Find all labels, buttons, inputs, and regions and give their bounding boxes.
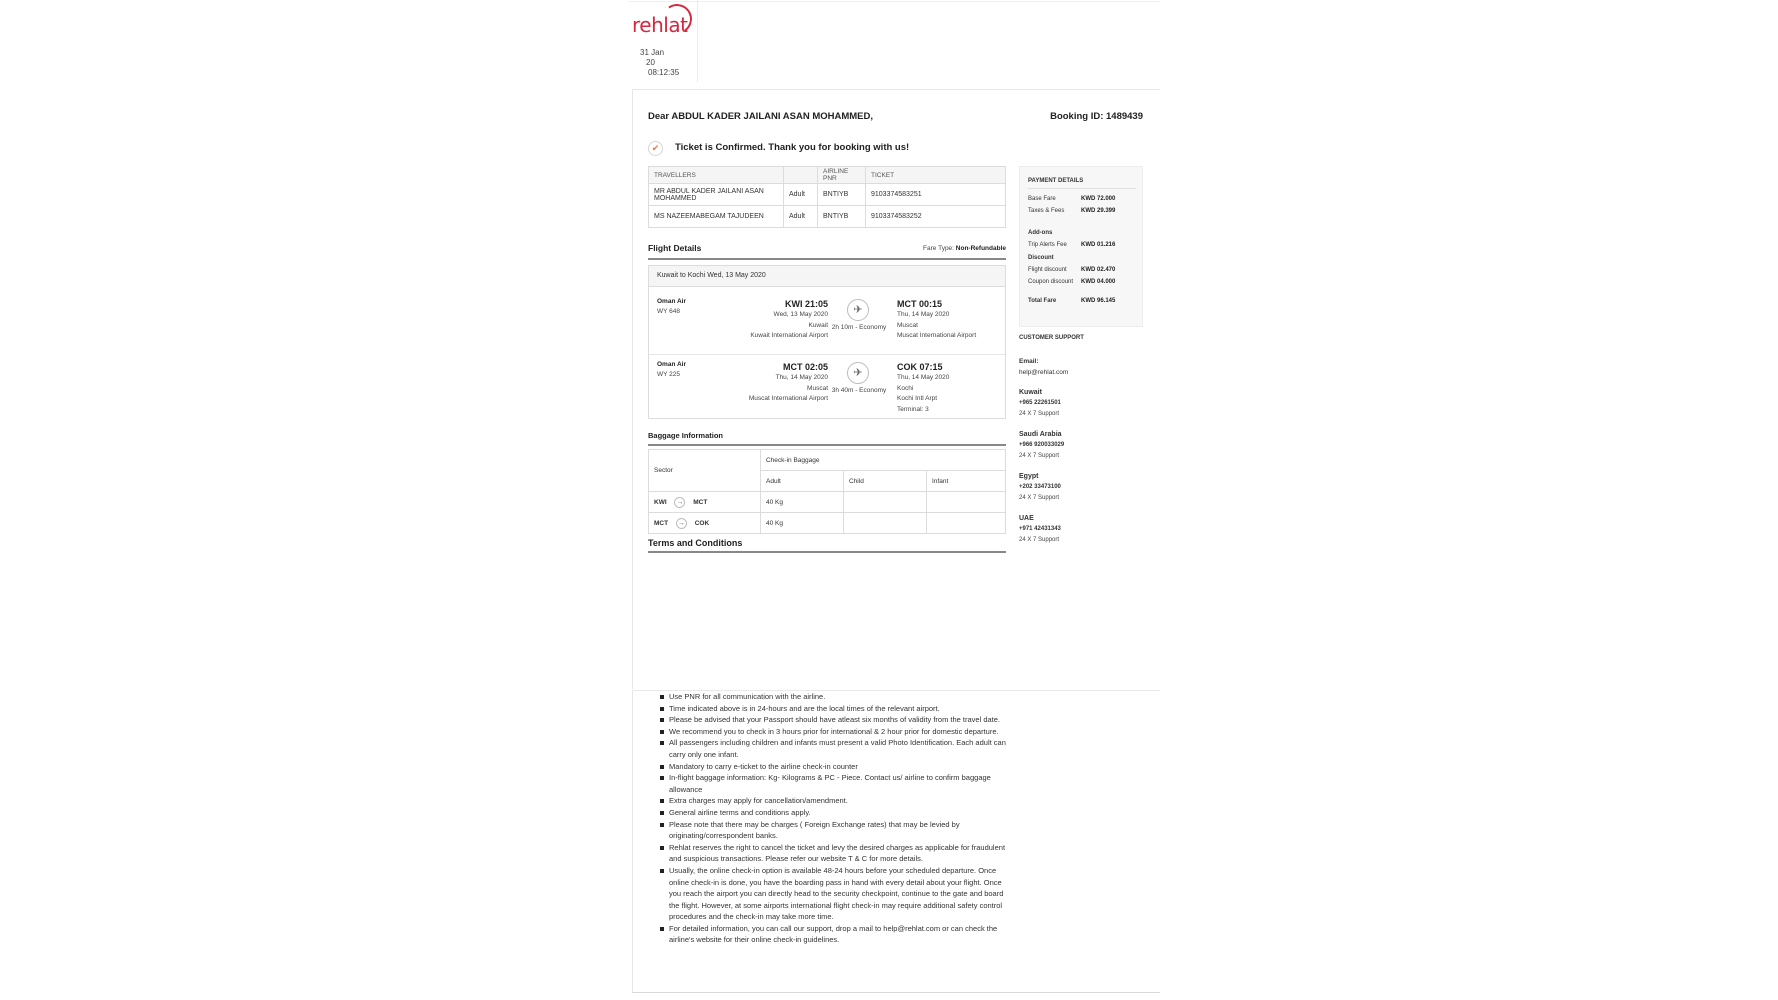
traveller-name: MS NAZEEMABEGAM TAJUDEEN: [649, 206, 784, 228]
list-item: Mandatory to carry e-ticket to the airline check-in counter: [660, 761, 1012, 773]
arrival-date: Thu, 14 May 2020: [897, 311, 950, 318]
sector-header: Sector: [649, 450, 761, 492]
sector-to: COK: [694, 519, 710, 527]
travellers-table: [648, 166, 1006, 228]
support-email-link[interactable]: help@rehlat.com: [1019, 369, 1069, 376]
flight-number: WY 648: [657, 308, 681, 315]
support-country: Egypt: [1019, 473, 1039, 480]
section-divider: [648, 444, 1006, 446]
list-item: Usually, the online check-in option is available 48-24 hours before your scheduled departure. Once online check-in is done, you have the boarding pass in hand with every detail about your flight. Once you reach the airport you can directly head to the security checkpoint, continue to the gate and board the flight. However, at some airports international flight check-in may require additional safety control procedures and the check-in may take more time.: [660, 865, 1012, 923]
list-item: In-flight baggage information: Kg- Kilograms & PC - Piece. Contact us/ airline to confirm baggage allowance: [660, 772, 1012, 795]
table-row: [649, 513, 1006, 534]
baggage-table: [648, 449, 1006, 534]
base-fare-row: [1028, 196, 1115, 202]
departure-airport: Muscat International Airport: [748, 395, 828, 402]
trip-alerts-label: Trip Alerts Fee: [1028, 242, 1067, 248]
fare-type-label: Fare Type:: [923, 245, 954, 252]
taxes-value: KWD 29.399: [1081, 208, 1116, 214]
list-item: Please note that there may be charges ( Foreign Exchange rates) that may be levied by originating/correspondent banks.: [660, 819, 1012, 842]
checkin-header: Check-in Baggage: [761, 450, 1006, 471]
arrival-terminal: Terminal: 3: [897, 405, 929, 413]
arrival-info: [897, 361, 997, 415]
col-child: Child: [844, 471, 927, 492]
print-date-time: 08:12:35: [648, 68, 680, 77]
flight-discount-row: [1028, 267, 1115, 273]
flight-itinerary: [648, 265, 1006, 419]
support-phone[interactable]: +966 920033029: [1019, 442, 1065, 448]
airplane-icon: ✈: [847, 362, 869, 384]
arrival-info: [897, 298, 997, 342]
support-country: Kuwait: [1019, 389, 1042, 396]
flight-segment: [649, 354, 1005, 414]
sector-cell: [649, 492, 761, 513]
departure-info: [709, 298, 828, 342]
coupon-discount-label: Coupon discount: [1028, 279, 1074, 285]
traveller-type: Adult: [784, 206, 818, 228]
print-date-year: 20: [646, 58, 655, 67]
sector-cell: [649, 513, 761, 534]
support-phone[interactable]: +971 42431343: [1019, 526, 1061, 532]
logo-text: rehlat: [632, 13, 688, 37]
traveller-pnr: BNTIYB: [818, 184, 866, 206]
table-header-row: [649, 450, 1006, 471]
header-divider: [628, 1, 1160, 2]
flight-details-title: Flight Details: [648, 243, 702, 253]
section-divider: [648, 551, 1006, 553]
print-date-day: 31 Jan: [640, 48, 665, 57]
sector-to: MCT: [693, 498, 708, 506]
terms-title: Terms and Conditions: [648, 538, 743, 548]
arrival-time: MCT 00:15: [897, 299, 943, 309]
departure-time: KWI 21:05: [784, 299, 828, 309]
col-adult: Adult: [761, 471, 844, 492]
greeting: Dear ABDUL KADER JAILANI ASAN MOHAMMED,: [648, 111, 874, 122]
support-country: Saudi Arabia: [1019, 431, 1062, 438]
list-item: We recommend you to check in 3 hours prior for international & 2 hour prior for domestic departure.: [660, 726, 1012, 738]
arrival-city: Kochi: [897, 384, 914, 392]
arrival-city: Muscat: [897, 321, 918, 329]
col-airline-pnr: AIRLINE PNR: [818, 167, 866, 184]
support-note: 24 X 7 Support: [1019, 453, 1060, 459]
col-ticket: TICKET: [866, 167, 1006, 184]
list-item: Rehlat reserves the right to cancel the ticket and levy the desired charges as applicable for fraudulent and suspicious transactions. Please refer our website T & C for more details.: [660, 842, 1012, 865]
sector-from: MCT: [654, 519, 669, 527]
adult-baggage: 40 Kg: [761, 492, 844, 513]
list-item: Extra charges may apply for cancellation/amendment.: [660, 795, 1012, 807]
departure-time: MCT 02:05: [782, 362, 828, 372]
arrow-right-icon: →: [677, 519, 685, 527]
baggage-title: Baggage Information: [648, 431, 724, 440]
departure-date: Wed, 13 May 2020: [773, 311, 828, 318]
airline-name: Oman Air: [657, 298, 687, 305]
list-item: General airline terms and conditions apply.: [660, 807, 1012, 819]
trip-alerts-row: [1028, 242, 1115, 248]
support-phone[interactable]: +202 33473100: [1019, 484, 1061, 490]
infant-baggage: [927, 513, 1006, 534]
total-fare-row: [1028, 298, 1115, 304]
payment-details: [1019, 166, 1143, 327]
flight-number: WY 225: [657, 371, 681, 378]
flight-discount-label: Flight discount: [1028, 267, 1067, 273]
list-item: Please be advised that your Passport should have atleast six months of validity from the travel date.: [660, 714, 1012, 726]
sector-from: KWI: [654, 498, 667, 506]
departure-date: Thu, 14 May 2020: [775, 374, 828, 381]
departure-airport: Kuwait International Airport: [750, 332, 828, 339]
trip-alerts-value: KWD 01.216: [1081, 242, 1116, 248]
infant-baggage: [927, 492, 1006, 513]
support-note: 24 X 7 Support: [1019, 495, 1060, 501]
traveller-name: MR ABDUL KADER JAILANI ASAN MOHAMMED: [649, 184, 784, 206]
taxes-row: [1028, 208, 1115, 214]
airline-name: Oman Air: [657, 361, 687, 368]
base-fare-value: KWD 72.000: [1081, 196, 1116, 202]
arrival-airport: Muscat International Airport: [897, 332, 977, 339]
route-summary: Kuwait to Kochi Wed, 13 May 2020: [649, 266, 1005, 287]
terms-list: [660, 691, 1012, 946]
confirmation-message: Ticket is Confirmed. Thank you for booking with us!: [675, 142, 910, 153]
addons-label: Add-ons: [1028, 230, 1053, 236]
section-divider: [648, 258, 1006, 260]
coupon-discount-value: KWD 04.000: [1081, 279, 1116, 285]
adult-baggage: 40 Kg: [761, 513, 844, 534]
arrival-time: COK 07:15: [897, 362, 943, 372]
list-item: Use PNR for all communication with the airline.: [660, 691, 1012, 703]
flight-duration: 2h 10m - Economy: [831, 324, 887, 331]
support-email-label: Email:: [1019, 358, 1039, 365]
booking-id: Booking ID: 1489439: [1050, 111, 1143, 122]
support-phone[interactable]: +965 22261501: [1019, 400, 1061, 406]
total-fare-label: Total Fare: [1028, 298, 1057, 304]
base-fare-label: Base Fare: [1028, 196, 1056, 202]
arrival-airport: Kochi Intl Arpt: [897, 395, 938, 402]
print-date: [640, 48, 679, 78]
support-note: 24 X 7 Support: [1019, 411, 1060, 417]
arrow-right-icon: →: [676, 498, 684, 506]
child-baggage: [844, 492, 927, 513]
traveller-pnr: BNTIYB: [818, 206, 866, 228]
taxes-label: Taxes & Fees: [1028, 208, 1065, 214]
fare-type: [900, 245, 1006, 252]
support-note: 24 X 7 Support: [1019, 537, 1060, 543]
flight-discount-value: KWD 02.470: [1081, 267, 1116, 273]
table-row: [649, 206, 1006, 228]
col-infant: Infant: [927, 471, 1006, 492]
rehlat-logo[interactable]: [632, 4, 694, 36]
flight-segment: [649, 292, 1005, 352]
total-fare-value: KWD 96.145: [1081, 298, 1116, 304]
traveller-type: Adult: [784, 184, 818, 206]
customer-support-title: CUSTOMER SUPPORT: [1019, 335, 1084, 341]
child-baggage: [844, 513, 927, 534]
col-travellers: TRAVELLERS: [649, 167, 784, 184]
coupon-discount-row: [1028, 279, 1115, 285]
payment-divider: [1028, 188, 1136, 189]
col-type: [784, 167, 818, 184]
list-item: Time indicated above is in 24-hours and are the local times of the relevant airport.: [660, 703, 1012, 715]
traveller-ticket: 9103374583251: [866, 184, 1006, 206]
departure-city: Kuwait: [808, 321, 828, 329]
discount-label: Discount: [1028, 255, 1054, 261]
fare-type-value: Non-Refundable: [955, 245, 1006, 252]
table-header-row: [649, 167, 1006, 184]
payment-title: PAYMENT DETAILS: [1028, 178, 1084, 184]
departure-info: [709, 361, 828, 405]
support-country: UAE: [1019, 515, 1034, 522]
table-row: [649, 184, 1006, 206]
airplane-icon: ✈: [847, 299, 869, 321]
check-icon: ✔: [648, 141, 663, 156]
list-item: All passengers including children and infants must present a valid Photo Identification. Each adult can carry only one infant.: [660, 737, 1012, 760]
table-row: [649, 492, 1006, 513]
list-item: For detailed information, you can call our support, drop a mail to help@rehlat.com or can check the airline's website for their online check-in guidelines.: [660, 923, 1012, 946]
arrival-date: Thu, 14 May 2020: [897, 374, 950, 381]
flight-duration: 3h 40m - Economy: [831, 387, 887, 394]
departure-city: Muscat: [807, 384, 828, 392]
traveller-ticket: 9103374583252: [866, 206, 1006, 228]
